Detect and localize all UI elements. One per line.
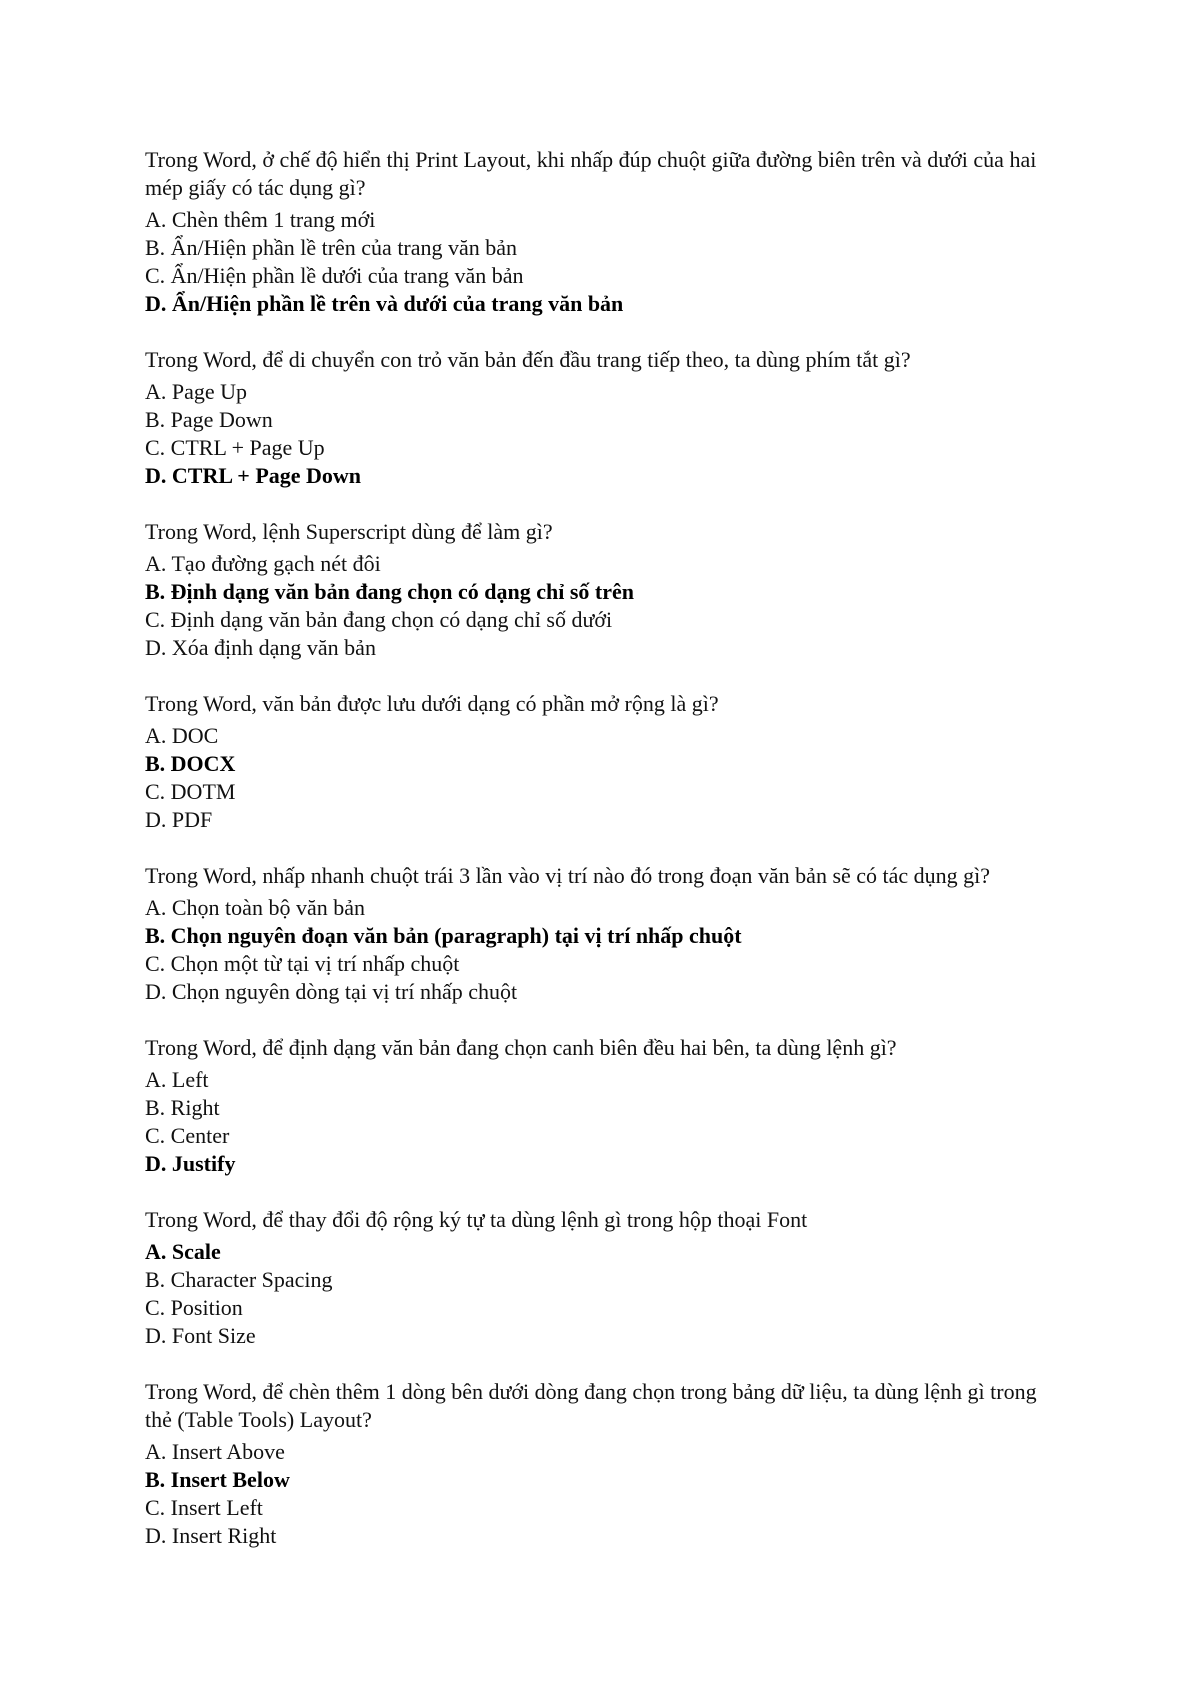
document-page	[145, 146, 1065, 1578]
question-block	[145, 690, 1065, 834]
answer-option: A. Chọn toàn bộ văn bản	[145, 895, 365, 920]
answer-option-correct: B. Insert Below	[145, 1467, 290, 1492]
answer-option: C. Chọn một từ tại vị trí nhấp chuột	[145, 951, 460, 976]
answer-option-correct: B. Định dạng văn bản đang chọn có dạng chỉ số trên	[145, 579, 635, 604]
answer-option: D. Xóa định dạng văn bản	[145, 635, 376, 660]
answer-option: D. Chọn nguyên dòng tại vị trí nhấp chuột	[145, 979, 518, 1004]
answer-option: C. Position	[145, 1295, 243, 1320]
answer-option-correct: B. DOCX	[145, 751, 236, 776]
answer-option: A. Chèn thêm 1 trang mới	[145, 207, 376, 232]
question-block	[145, 518, 1065, 662]
question-text: Trong Word, nhấp nhanh chuột trái 3 lần vào vị trí nào đó trong đoạn văn bản sẽ có tác dụng gì?	[145, 863, 991, 888]
answer-option-correct: B. Chọn nguyên đoạn văn bản (paragraph) tại vị trí nhấp chuột	[145, 923, 742, 948]
answer-option: A. Tạo đường gạch nét đôi	[145, 551, 381, 576]
question-text: Trong Word, lệnh Superscript dùng để làm gì?	[145, 519, 553, 544]
question-text: Trong Word, để định dạng văn bản đang chọn canh biên đều hai bên, ta dùng lệnh gì?	[145, 1035, 897, 1060]
question-text: Trong Word, để thay đổi độ rộng ký tự ta dùng lệnh gì trong hộp thoại Font	[145, 1207, 808, 1232]
question-text: Trong Word, để di chuyển con trỏ văn bản đến đầu trang tiếp theo, ta dùng phím tắt gì?	[145, 347, 911, 372]
answer-option: B. Ẩn/Hiện phần lề trên của trang văn bản	[145, 235, 518, 260]
answer-option-correct: D. Ẩn/Hiện phần lề trên và dưới của trang văn bản	[145, 291, 624, 316]
answer-option: D. Insert Right	[145, 1523, 277, 1548]
answer-option: B. Character Spacing	[145, 1267, 333, 1292]
answer-option: D. PDF	[145, 807, 213, 832]
answer-option: C. CTRL + Page Up	[145, 435, 325, 460]
answer-option: C. Định dạng văn bản đang chọn có dạng chỉ số dưới	[145, 607, 613, 632]
answer-option: B. Page Down	[145, 407, 273, 432]
answer-option: A. Page Up	[145, 379, 248, 404]
question-block	[145, 862, 1065, 1006]
question-block	[145, 1378, 1065, 1550]
answer-option-correct: A. Scale	[145, 1239, 221, 1264]
answer-option: C. DOTM	[145, 779, 236, 804]
question-text: Trong Word, văn bản được lưu dưới dạng có phần mở rộng là gì?	[145, 691, 719, 716]
question-block	[145, 1034, 1065, 1178]
question-block	[145, 146, 1065, 318]
question-text: Trong Word, để chèn thêm 1 dòng bên dưới dòng đang chọn trong bảng dữ liệu, ta dùng lệnh gì trong thẻ (Table Tools) Layout?	[145, 1379, 1037, 1432]
answer-option: B. Right	[145, 1095, 220, 1120]
answer-option: A. Left	[145, 1067, 209, 1092]
question-block	[145, 1206, 1065, 1350]
question-text: Trong Word, ở chế độ hiển thị Print Layout, khi nhấp đúp chuột giữa đường biên trên và dưới của hai mép giấy có tác dụng gì?	[145, 147, 1037, 200]
answer-option: C. Center	[145, 1123, 230, 1148]
question-block	[145, 346, 1065, 490]
answer-option: C. Ẩn/Hiện phần lề dưới của trang văn bản	[145, 263, 524, 288]
answer-option: A. Insert Above	[145, 1439, 285, 1464]
answer-option: A. DOC	[145, 723, 219, 748]
answer-option: D. Font Size	[145, 1323, 256, 1348]
answer-option: C. Insert Left	[145, 1495, 263, 1520]
answer-option-correct: D. Justify	[145, 1151, 236, 1176]
answer-option-correct: D. CTRL + Page Down	[145, 463, 362, 488]
question-list	[145, 146, 1065, 1550]
